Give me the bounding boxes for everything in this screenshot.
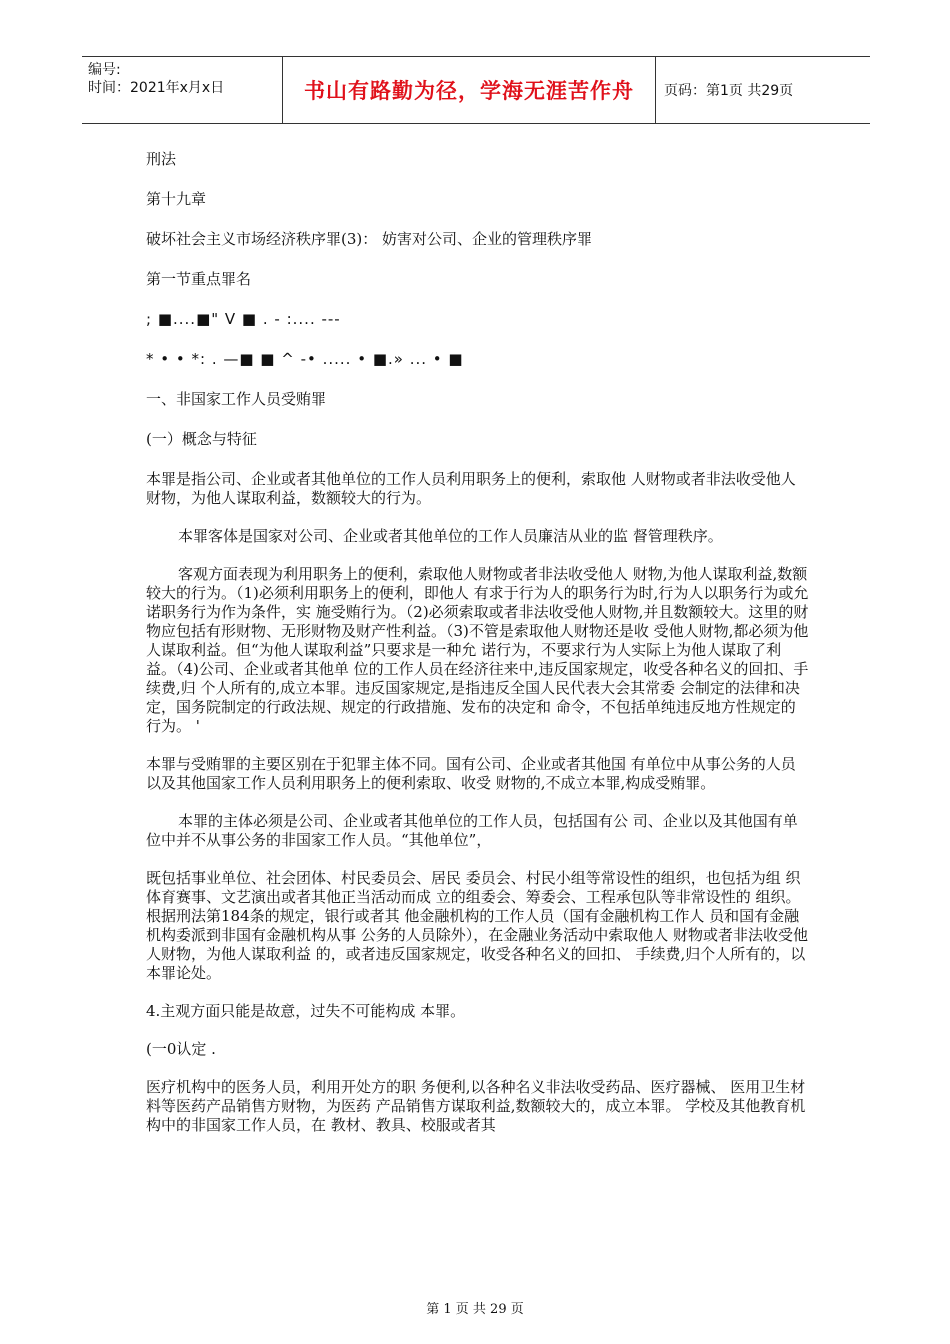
subsection-heading: (一）概念与特征 (146, 430, 257, 448)
crime-heading: 一、非国家工作人员受贿罪 (146, 390, 327, 408)
subsection-identify: (一0认定 . (146, 1040, 216, 1058)
garbled-line-1: ; ■....■" V ■ . - :.... --- (146, 310, 341, 328)
serial-label: 编号: (88, 62, 121, 78)
paragraph-object: 本罪客体是国家对公司、企业或者其他单位的工作人员廉洁从业的监 督管理秩序。 (178, 527, 723, 545)
paragraph-subjective: 4.主观方面只能是故意，过失不可能构成 本罪。 (146, 1002, 466, 1020)
motto-text: 书山有路勤为径，学海无涯苦作舟 (304, 78, 634, 103)
header-page-cell (656, 57, 870, 123)
paragraph-medical: 医疗机构中的医务人员，利用开处方的职 务便利,以各种名义非法收受药品、医疗器械、 医用卫生材料等医药产品销售方财物，为医药 产品销售方谋取利益,数额较大的，成立本罪。 学校及其他教育机构中的非国家工作人员，在 教材、教具、校服或者其 (146, 1078, 806, 1134)
chapter-heading: 第十九章 (146, 190, 207, 208)
page-footer: 第 1 页 共 29 页 (426, 1302, 524, 1317)
header-motto-cell (282, 57, 656, 123)
time-label: 时间：2021年x月x日 (88, 80, 225, 96)
section-heading: 第一节重点罪名 (146, 270, 252, 288)
header-meta (82, 57, 282, 123)
page-header (82, 56, 870, 124)
paragraph-other-units: 既包括事业单位、社会团体、村民委员会、居民 委员会、村民小组等常设性的组织，也包括为组 织体育赛事、文艺演出或者其他正当活动而成 立的组委会、筹委会、工程承包队等非常设性的 组织。根据刑法第184条的规定，银行或者其 他金融机构的工作人员（国有金融机构工作人 员和国有金融机构委派到非国有金融机构从事 公务的人员除外），在金融业务活动中索取他人 财物或者非法收受他人财物，为他人谋取利益 的，或者违反国家规定，收受各种名义的回扣、 手续费,归个人所有的，以本罪论处。 (146, 869, 809, 982)
chapter-subtitle: 破坏社会主义市场经济秩序罪(3)： 妨害对公司、企业的管理秩序罪 (146, 230, 593, 248)
paragraph-subject: 本罪的主体必须是公司、企业或者其他单位的工作人员，包括国有公 司、企业以及其他国有单位中并不从事公务的非国家工作人员。“其他单位”， (146, 812, 798, 849)
paragraph-definition: 本罪是指公司、企业或者其他单位的工作人员利用职务上的便利，索取他 人财物或者非法收受他人财物，为他人谋取利益，数额较大的行为。 (146, 470, 796, 507)
page-label: 页码：第1页 共29页 (664, 83, 794, 99)
paragraph-distinction: 本罪与受贿罪的主要区别在于犯罪主体不同。国有公司、企业或者其他国 有单位中从事公务的人员以及其他国家工作人员利用职务上的便利索取、收受 财物的,不成立本罪,构成受贿罪。 (146, 755, 796, 792)
paragraph-objective: 客观方面表现为利用职务上的便利，索取他人财物或者非法收受他人 财物,为他人谋取利益,数额较大的行为。（1)必须利用职务上的便利，即他人 有求于行为人的职务行为时,行为人以职务行为或允诺职务行为作为条件，实 施受贿行为。（2)必须索取或者非法收受他人财物,并且数额较大。这里的财 物应包括有形财物、无形财物及财产性利益。（3)不管是索取他人财物还是收 受他人财物,都必须为他人谋取利益。但“为他人谋取利益”只要求是一种允 诺行为，不要求行为人实际上为他人谋取了利益。（4)公司、企业或者其他单 位的工作人员在经济往来中,违反国家规定，收受各种名义的回扣、手续费,归 个人所有的,成立本罪。违反国家规定,是指违反全国人民代表大会其常委 会制定的法律和决定，国务院制定的行政法规、规定的行政措施、发布的决定和 命令，不包括单纯违反地方性规定的行为。 ' (146, 565, 809, 735)
document-body (146, 150, 810, 1154)
garbled-line-2: * • • *: . —■ ■ ^ -• ..... • ■.» ... • ■ (146, 350, 464, 368)
doc-title: 刑法 (146, 150, 177, 168)
